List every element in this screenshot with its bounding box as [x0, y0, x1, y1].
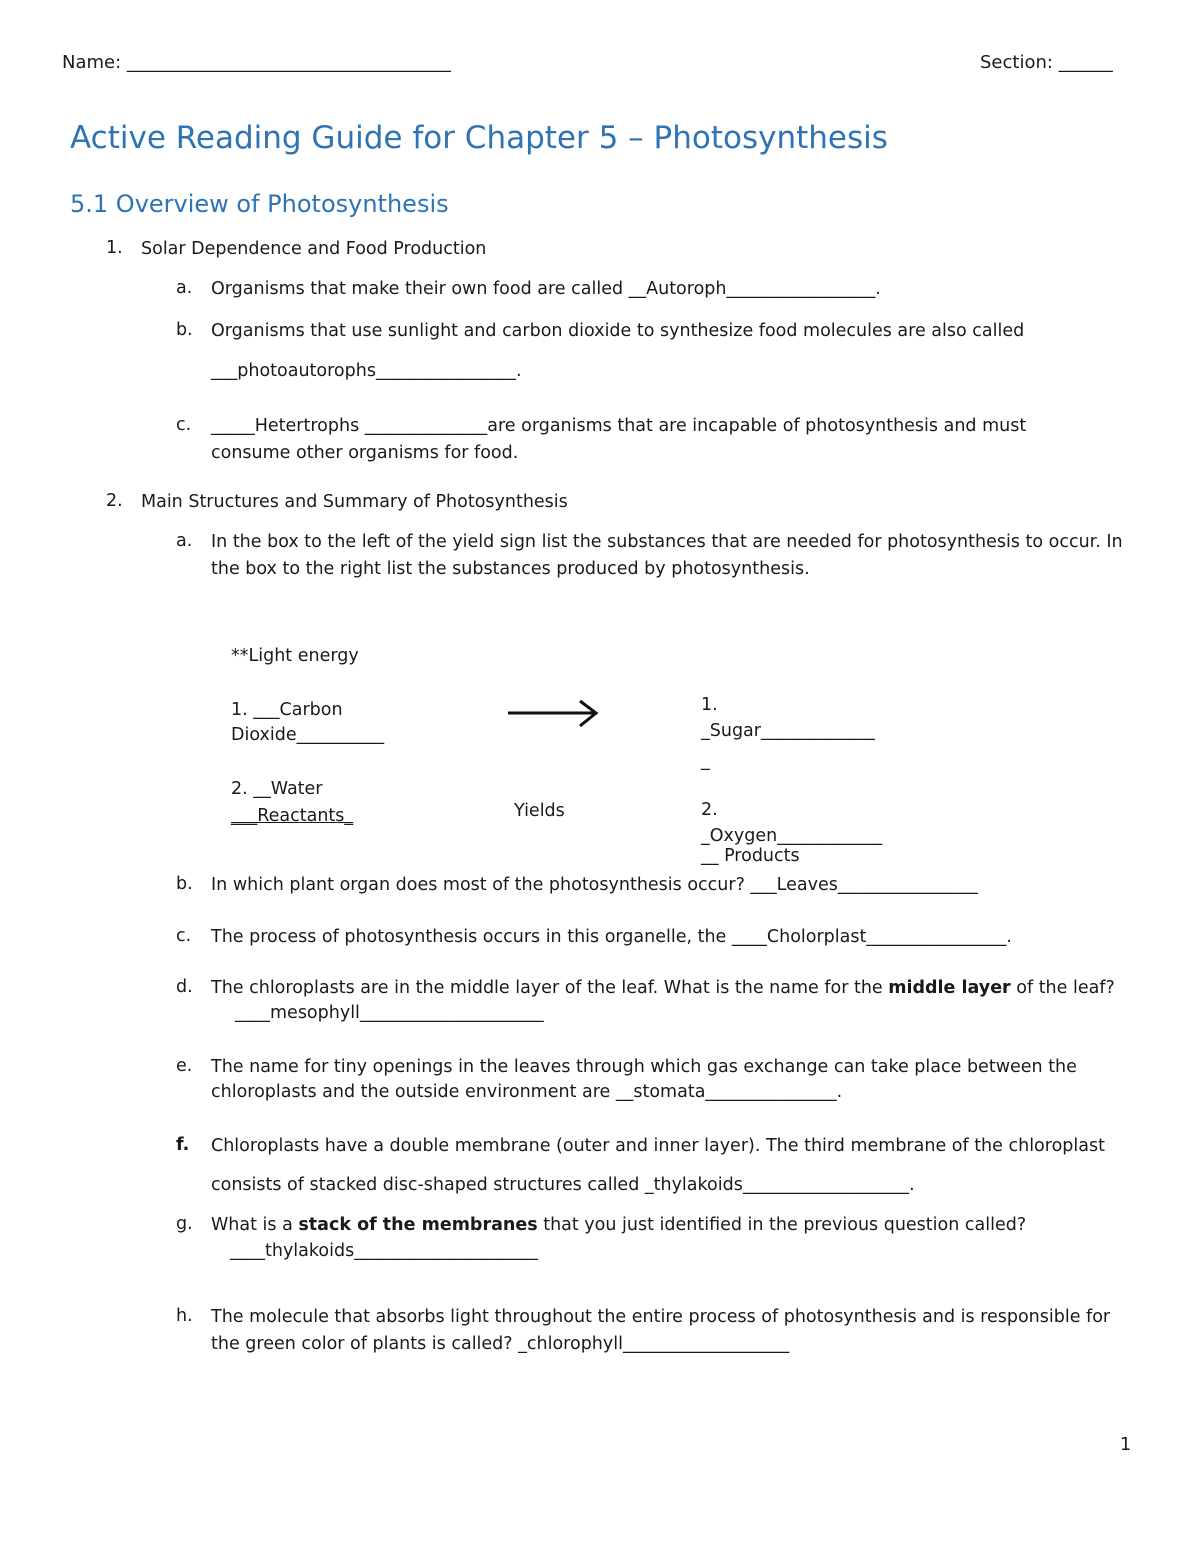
- q2g-line1: [211, 1214, 1026, 1236]
- reactant-2-line1: 2. __Water: [231, 779, 323, 799]
- product-1-number: 1.: [701, 695, 718, 715]
- q1b-letter: b.: [176, 320, 193, 340]
- q1c-line1: _____Hetertrophs ______________are organisms that are incapable of photosynthesis and must: [211, 416, 1027, 436]
- q1a-letter: a.: [176, 278, 193, 298]
- section-blank: ______: [1058, 52, 1113, 73]
- q2h-letter: h.: [176, 1306, 193, 1326]
- q2b-letter: b.: [176, 874, 193, 894]
- q1b-line1: Organisms that use sunlight and carbon dioxide to synthesize food molecules are also called: [211, 321, 1025, 341]
- name-label: Name:: [62, 52, 122, 73]
- yields-label: Yields: [514, 801, 565, 821]
- q2h-line2: the green color of plants is called? _chlorophyll___________________: [211, 1334, 790, 1354]
- q2g-letter: g.: [176, 1214, 193, 1234]
- q1-number: 1.: [106, 238, 123, 258]
- product-2-line1: _Oxygen____________: [701, 826, 883, 846]
- q2-number: 2.: [106, 491, 123, 511]
- q2b-text: In which plant organ does most of the photosynthesis occur? ___Leaves________________: [211, 875, 978, 895]
- q2a-line1: In the box to the left of the yield sign list the substances that are needed for photosynthesis to occur. In: [211, 532, 1123, 552]
- q2f-letter: f.: [176, 1135, 190, 1155]
- q1b-line2: ___photoautorophs________________.: [211, 361, 522, 381]
- q1c-line2: consume other organisms for food.: [211, 443, 519, 463]
- q2d-bold: middle layer: [888, 978, 1011, 998]
- q2g-post: that you just identified in the previous question called?: [537, 1215, 1027, 1235]
- section-field: [980, 52, 1113, 73]
- reactant-1-line2: Dioxide__________: [231, 725, 385, 745]
- page-number: 1: [1120, 1435, 1132, 1455]
- product-1-line2: _: [701, 751, 710, 771]
- q2h-line1: The molecule that absorbs light throughout the entire process of photosynthesis and is responsible for: [211, 1307, 1111, 1327]
- q2g-pre: What is a: [211, 1215, 299, 1235]
- q2a-line2: the box to the right list the substances produced by photosynthesis.: [211, 559, 810, 579]
- q2f-line1: Chloroplasts have a double membrane (outer and inner layer). The third membrane of the chloroplast: [211, 1136, 1105, 1156]
- q2g-line2: ____thylakoids_____________________: [230, 1241, 538, 1261]
- name-field: [62, 52, 451, 73]
- q2f-line2: consists of stacked disc-shaped structures called _thylakoids___________________.: [211, 1175, 915, 1195]
- q2c-text: The process of photosynthesis occurs in this organelle, the ____Cholorplast________________.: [211, 927, 1012, 947]
- name-blank: ____________________________________: [126, 52, 451, 73]
- yield-arrow-icon: [506, 698, 600, 730]
- light-energy-label: **Light energy: [231, 646, 359, 666]
- q2d-letter: d.: [176, 977, 193, 997]
- section-heading: 5.1 Overview of Photosynthesis: [70, 190, 449, 218]
- q2d-pre: The chloroplasts are in the middle layer of the leaf. What is the name for the: [211, 978, 889, 998]
- q2-label: Main Structures and Summary of Photosynthesis: [141, 492, 568, 512]
- product-1-line1: _Sugar_____________: [701, 721, 875, 741]
- product-2-number: 2.: [701, 800, 718, 820]
- q2e-line1: The name for tiny openings in the leaves through which gas exchange can take place between the: [211, 1057, 1077, 1077]
- q2e-letter: e.: [176, 1056, 193, 1076]
- q2c-letter: c.: [176, 926, 192, 946]
- q1-label: Solar Dependence and Food Production: [141, 239, 487, 259]
- q2d-post: of the leaf?: [1010, 978, 1115, 998]
- q2a-letter: a.: [176, 531, 193, 551]
- q1c-letter: c.: [176, 415, 192, 435]
- q1a-text: Organisms that make their own food are called __Autoroph_________________.: [211, 279, 881, 299]
- q2e-line2: chloroplasts and the outside environment are __stomata_______________.: [211, 1082, 843, 1102]
- q2d-line1: [211, 977, 1115, 999]
- page-title: Active Reading Guide for Chapter 5 – Photosynthesis: [70, 120, 888, 156]
- section-label: Section:: [980, 52, 1053, 73]
- q2g-bold: stack of the membranes: [298, 1215, 538, 1235]
- reactants-label: ___Reactants_: [231, 806, 354, 826]
- q2d-line2: ____mesophyll_____________________: [235, 1003, 544, 1023]
- reactant-1-line1: 1. ___Carbon: [231, 700, 343, 720]
- products-label: __ Products: [701, 846, 800, 866]
